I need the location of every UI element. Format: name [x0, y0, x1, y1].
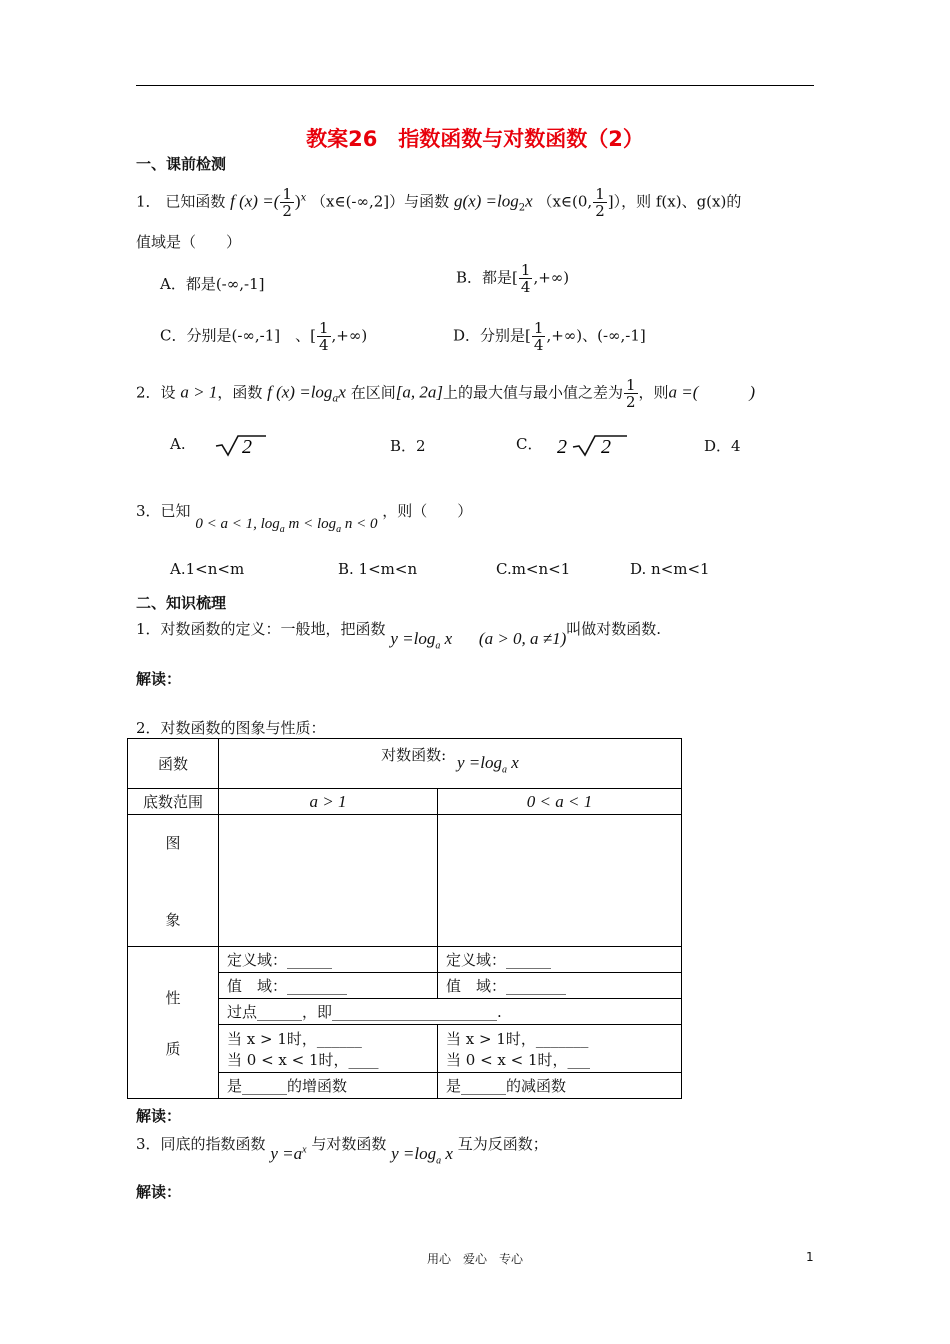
log-function-table: [127, 738, 682, 1099]
question-text: （x∈(0,: [537, 192, 593, 211]
graph-cell-gt1: [219, 815, 438, 947]
table-graph-label: 图 象: [128, 815, 219, 947]
header-rule: [136, 85, 814, 86]
sqrt-symbol-icon: [214, 433, 298, 457]
q3-option-a: A.1<n<m: [170, 560, 245, 578]
q1-option-b: B．都是[ $\frac{1}{4}$ ,+∞): [456, 261, 570, 296]
exponent: x: [300, 192, 307, 204]
table-range-gt1: a > 1: [219, 789, 438, 815]
question-2: 2．设 a > 1，函数 f $(x) =\log_ax$ 在区间[a, 2a]上的最大值与最小值之差为 $\frac{1}{2}$ ，则a =( ): [136, 376, 756, 411]
svg-text:2: 2: [557, 436, 568, 457]
knowledge-2: 2．对数函数的图象与性质：: [136, 719, 326, 737]
knowledge-1: 1．对数函数的定义：一般地，把函数 $y =\log_a$ x (a > 0, a ≠1)叫做对数函数.: [136, 620, 662, 652]
q3-option-c: C.m<n<1: [496, 560, 571, 578]
jiedu-label: 解读：: [136, 670, 182, 688]
table-header-function: 函数: [128, 739, 219, 789]
graph-cell-lt1: [438, 815, 682, 947]
jiedu-label-2: 解读：: [136, 1107, 182, 1125]
q2-option-b: B．2: [390, 437, 426, 455]
jiedu-label-3: 解读：: [136, 1183, 182, 1201]
table-function-formula: 对数函数: $y =\log_a$ x: [219, 739, 682, 789]
q2-option-a: A. 2: [170, 433, 298, 457]
q1-option-a: A．都是(-∞,-1]: [160, 275, 265, 293]
sign-lt1: 当 x > 1时，_______ 当 0 < x < 1时，___: [438, 1025, 682, 1073]
q1-option-c: C．分别是(-∞,-1] 、[ $\frac{1}{4}$ ,+∞): [160, 319, 368, 354]
table-range-lt1: 0 < a < 1: [438, 789, 682, 815]
range-gt1: 值 域：________: [219, 973, 438, 999]
q2-option-c: C． 2 2: [516, 433, 649, 457]
question-1-line-2: 值域是（ ）: [136, 233, 242, 251]
monotonic-decreasing: 是______的减函数: [438, 1073, 682, 1099]
table-property-label: 性 质: [128, 947, 219, 1099]
table-base-range-label: 底数范围: [128, 789, 219, 815]
section-heading-2: 二、知识梳理: [136, 594, 227, 612]
question-text: （x∈(-∞,2]）与函数: [311, 192, 450, 211]
monotonic-increasing: 是______的增函数: [219, 1073, 438, 1099]
fraction: $\frac{1}{2}$: [595, 185, 605, 220]
q1-option-d: D．分别是[ $\frac{1}{4}$ ,+∞)、(-∞,-1]: [453, 319, 646, 354]
svg-text:2: 2: [242, 436, 253, 457]
question-text: 已知函数: [165, 192, 226, 211]
question-number: 1．: [136, 192, 161, 211]
range-lt1: 值 域：________: [438, 973, 682, 999]
svg-text:2: 2: [601, 436, 612, 457]
section-heading-1: 一、课前检测: [136, 155, 227, 173]
page-number: 1: [806, 1250, 814, 1264]
fraction: $\frac{1}{2}$: [282, 185, 292, 220]
knowledge-3: 3．同底的指数函数 $y =a^x$ 与对数函数 $y =\log_a$ x 互为反函数；: [136, 1135, 548, 1167]
sign-gt1: 当 x > 1时，______ 当 0 < x < 1时，____: [219, 1025, 438, 1073]
page-title: 教案26 指数函数与对数函数（2）: [306, 127, 644, 151]
formula-f: f (x) =(: [230, 191, 280, 211]
domain-lt1: 定义域：______: [438, 947, 682, 973]
domain-gt1: 定义域：______: [219, 947, 438, 973]
two-sqrt-two-icon: [557, 433, 649, 457]
question-text: ]），则 f(x)、g(x)的: [607, 192, 742, 211]
question-1-line-1: 1． 已知函数 f (x) =( $\frac{1}{2}$ )$^x$ （x∈(-∞,2]）与函数 $g(x) =\log_2x$ （x∈(0, $\frac{1}{2}$ ]），则 f(x)、g(x)的: [136, 185, 742, 220]
formula-g: g(x) =log: [453, 191, 519, 211]
q3-option-b: B. 1<m<n: [338, 560, 418, 578]
question-3: 3．已知 0 < a < 1, $\log_a m < \log_a n < 0$ ，则（ ）: [136, 502, 473, 535]
footer-text: 用心 爱心 专心: [426, 1252, 523, 1266]
q2-option-d: D．4: [704, 437, 741, 455]
passes-point: 过点______，即______________________.: [219, 999, 682, 1025]
q3-option-d: D. n<m<1: [630, 560, 710, 578]
